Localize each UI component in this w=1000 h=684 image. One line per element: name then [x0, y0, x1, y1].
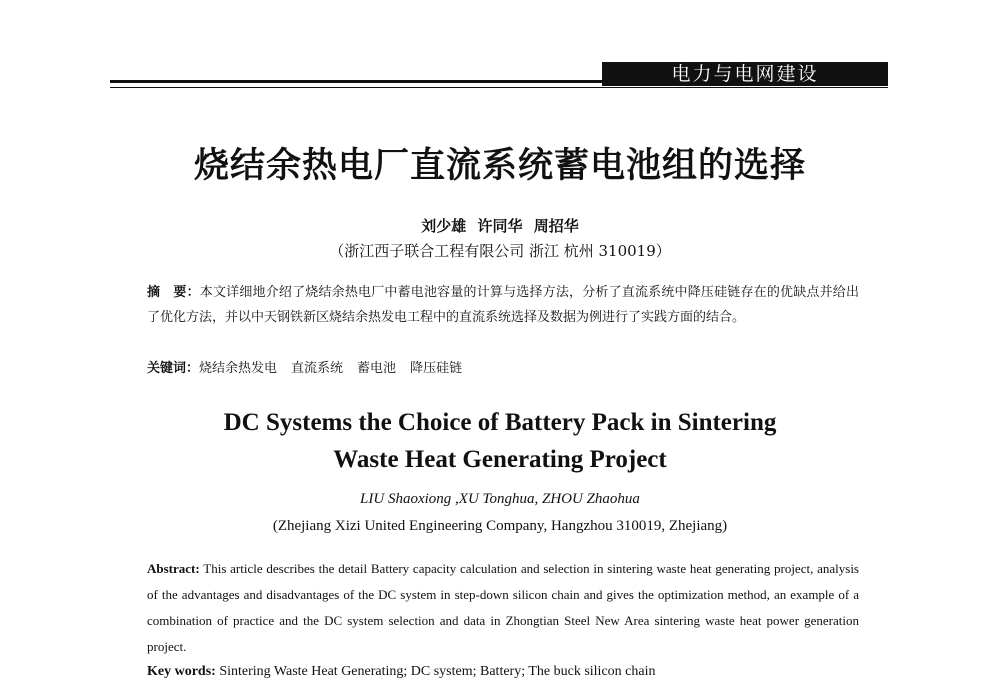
english-abstract — [147, 556, 859, 660]
keyword: 降压硅链 — [410, 361, 463, 376]
chinese-abstract-text: 本文详细地介绍了烧结余热电厂中蓄电池容量的计算与选择方法，分析了直流系统中降压硅链存在的优缺点并给出了优化方法，并以中天钢铁新区烧结余热发电工程中的直流系统选择及数据为例进行了实践方面的结合。 — [147, 285, 859, 325]
header-rule-thin — [110, 87, 888, 88]
keyword: 蓄电池 — [357, 361, 397, 376]
english-abstract-label: Abstract: — [147, 561, 200, 576]
section-banner: 电力与电网建设 — [602, 62, 888, 86]
author-name: 许同华 — [477, 217, 523, 235]
keyword: 直流系统 — [291, 361, 344, 376]
keyword: 烧结余热发电 — [199, 361, 278, 376]
english-authors: LIU Shaoxiong ,XU Tonghua, ZHOU Zhaohua — [360, 491, 640, 507]
english-keywords-label: Key words: — [147, 664, 216, 679]
author-name: 周招华 — [533, 217, 579, 235]
english-title-line: DC Systems the Choice of Battery Pack in Sintering — [223, 409, 777, 436]
chinese-abstract-label: 摘 要： — [147, 285, 200, 300]
chinese-keywords — [147, 359, 859, 379]
chinese-keywords-label: 关键词： — [147, 361, 200, 376]
chinese-abstract — [147, 280, 859, 330]
english-keywords — [147, 662, 859, 682]
english-title — [0, 404, 1000, 478]
chinese-authors — [0, 215, 1000, 236]
chinese-affiliation: （浙江西子联合工程有限公司 浙江 杭州 310019） — [329, 242, 671, 260]
chinese-title: 烧结余热电厂直流系统蓄电池组的选择 — [193, 146, 806, 186]
english-abstract-text: This article describes the detail Battery capacity calculation and selection in sintering waste heat generating project, analysis of the advantages and disadvantages of the DC system in step-down silicon chain and gives the optimization method, an example of a combination of practice and the DC system selection and data in Zhongtian Steel New Area sintering waste heat power generation project. — [147, 561, 859, 654]
english-title-line: Waste Heat Generating Project — [333, 446, 667, 473]
header-rule — [110, 80, 602, 83]
author-name: 刘少雄 — [421, 217, 467, 235]
english-keywords-text: Sintering Waste Heat Generating; DC system; Battery; The buck silicon chain — [219, 664, 656, 679]
english-affiliation: (Zhejiang Xizi United Engineering Company, Hangzhou 310019, Zhejiang) — [272, 518, 728, 534]
